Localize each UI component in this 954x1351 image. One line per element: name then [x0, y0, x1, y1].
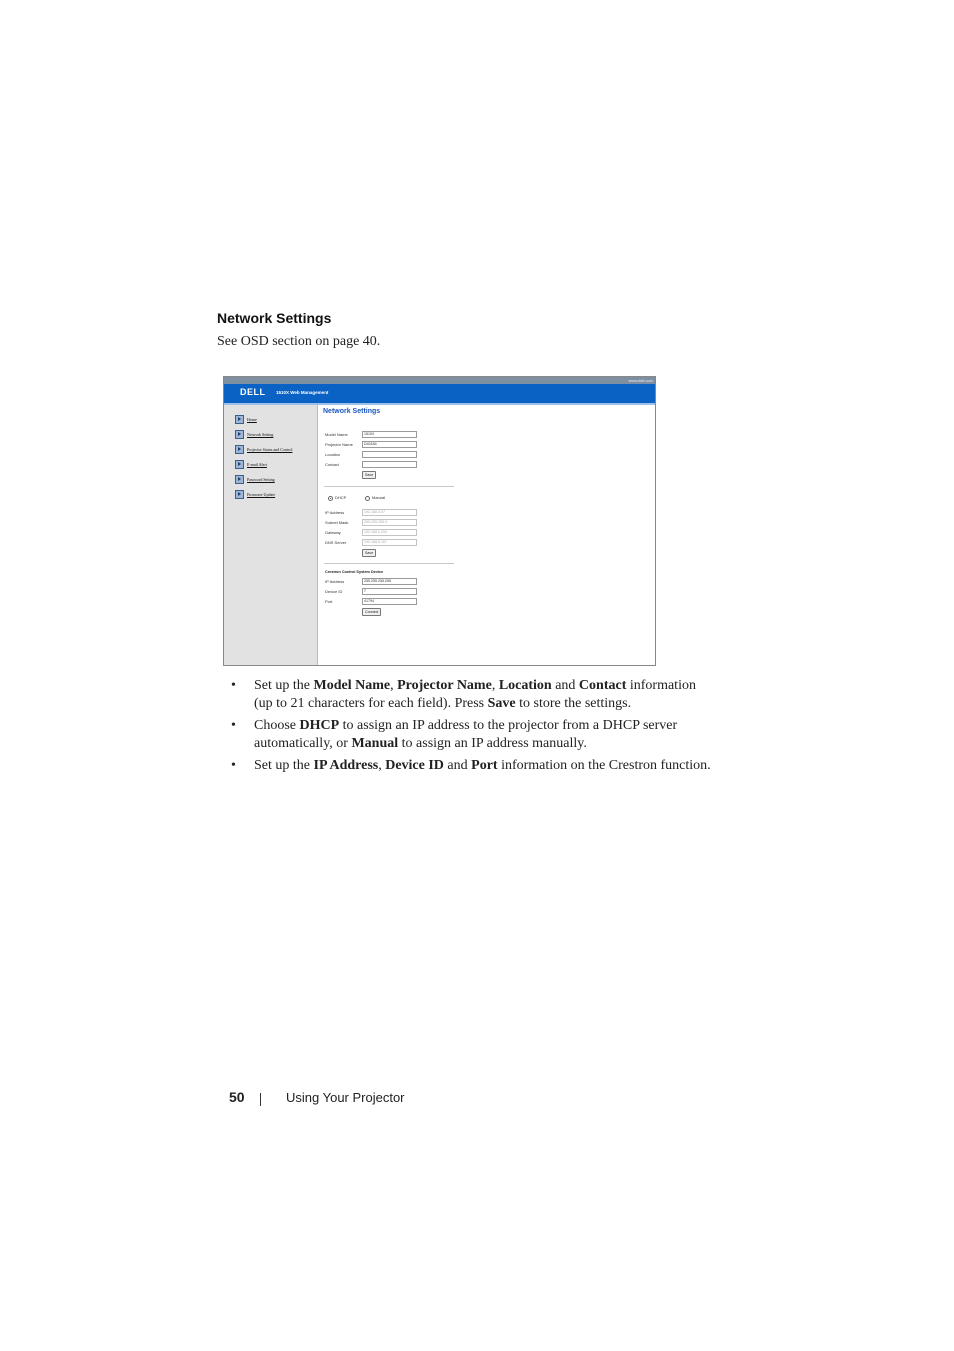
- nav-home[interactable]: [235, 415, 257, 424]
- projector-name-input[interactable]: D40184: [362, 441, 417, 448]
- divider: [324, 486, 454, 487]
- list-item: • Set up the IP Address, Device ID and Port information on the Crestron function.: [231, 757, 711, 775]
- manual-label: Manual: [372, 495, 386, 500]
- arrow-icon: [235, 430, 244, 439]
- field-label: Port: [325, 599, 333, 604]
- nav-label: Network Setting: [247, 432, 274, 437]
- section-title: Network Settings: [217, 310, 332, 326]
- nav-projector-status[interactable]: [235, 445, 292, 454]
- field-label: DNS Server: [325, 540, 347, 545]
- instruction-list: [231, 677, 711, 780]
- crestron-title: Crestron Control System Device: [325, 570, 384, 574]
- model-name-input[interactable]: 1510X: [362, 431, 417, 438]
- field-label: Device ID: [325, 589, 343, 594]
- field-label: Gateway: [325, 530, 341, 535]
- manual-radio[interactable]: [365, 496, 370, 501]
- app-header: [224, 384, 655, 403]
- field-label: IP Address: [325, 510, 345, 515]
- contact-input[interactable]: [362, 461, 417, 468]
- arrow-icon: [235, 415, 244, 424]
- field-label: Contact: [325, 462, 339, 467]
- field-label: Projector Name: [325, 442, 353, 447]
- connect-button[interactable]: Connect: [362, 608, 381, 616]
- page-number: 50: [229, 1089, 245, 1105]
- gateway-input[interactable]: 192.168.0.254: [362, 529, 417, 536]
- footer-separator: [260, 1093, 261, 1106]
- nav-label: Projector Status and Control: [247, 447, 293, 452]
- app-title: 1510X Web Management: [276, 390, 329, 395]
- list-item: • Choose DHCP to assign an IP address to the projector from a DHCP server automatically, or Manual to assign an IP address manually.: [231, 717, 711, 752]
- dhcp-label: DHCP: [335, 495, 347, 500]
- field-label: Location: [325, 452, 341, 457]
- arrow-icon: [235, 460, 244, 469]
- dell-logo: DELL: [240, 387, 266, 397]
- subnet-mask-input[interactable]: 255.255.255.0: [362, 519, 417, 526]
- nav-label: Home: [247, 417, 257, 422]
- nav-network-setting[interactable]: [235, 430, 273, 439]
- port-input[interactable]: 41794: [362, 598, 417, 605]
- main-panel: [318, 405, 655, 665]
- ip-address-input[interactable]: 192.168.0.67: [362, 509, 417, 516]
- nav-firmware-update[interactable]: [235, 490, 275, 499]
- intro-text: See OSD section on page 40.: [217, 334, 381, 349]
- crestron-ip-input[interactable]: 255.255.255.255: [362, 578, 417, 585]
- url-text: www.dell.com: [628, 378, 653, 383]
- device-id-input[interactable]: 7: [362, 588, 417, 595]
- field-label: IP Address: [325, 579, 345, 584]
- location-input[interactable]: [362, 451, 417, 458]
- nav-label: Password Setting: [247, 477, 275, 482]
- nav-password-setting[interactable]: [235, 475, 275, 484]
- nav-label: E-mail Alert: [247, 462, 267, 467]
- field-label: Model Name: [325, 432, 348, 437]
- sidebar: [224, 405, 318, 665]
- save-ip-button[interactable]: Save: [362, 549, 376, 557]
- dns-server-input[interactable]: 192.168.0.167: [362, 539, 417, 546]
- nav-label: Firmware Update: [247, 492, 276, 497]
- divider: [324, 563, 454, 564]
- arrow-icon: [235, 445, 244, 454]
- footer-text: Using Your Projector: [286, 1090, 405, 1105]
- field-label: Subnet Mask: [325, 520, 349, 525]
- arrow-icon: [235, 490, 244, 499]
- web-management-screenshot: [223, 376, 656, 666]
- list-item: • Set up the Model Name, Projector Name, Location and Contact information (up to 21 characters for each field). Press Save to store the settings.: [231, 677, 711, 712]
- save-button[interactable]: Save: [362, 471, 376, 479]
- top-bar: [224, 377, 655, 384]
- dhcp-radio[interactable]: [328, 496, 333, 501]
- panel-title: Network Settings: [323, 408, 381, 415]
- arrow-icon: [235, 475, 244, 484]
- nav-email-alert[interactable]: [235, 460, 267, 469]
